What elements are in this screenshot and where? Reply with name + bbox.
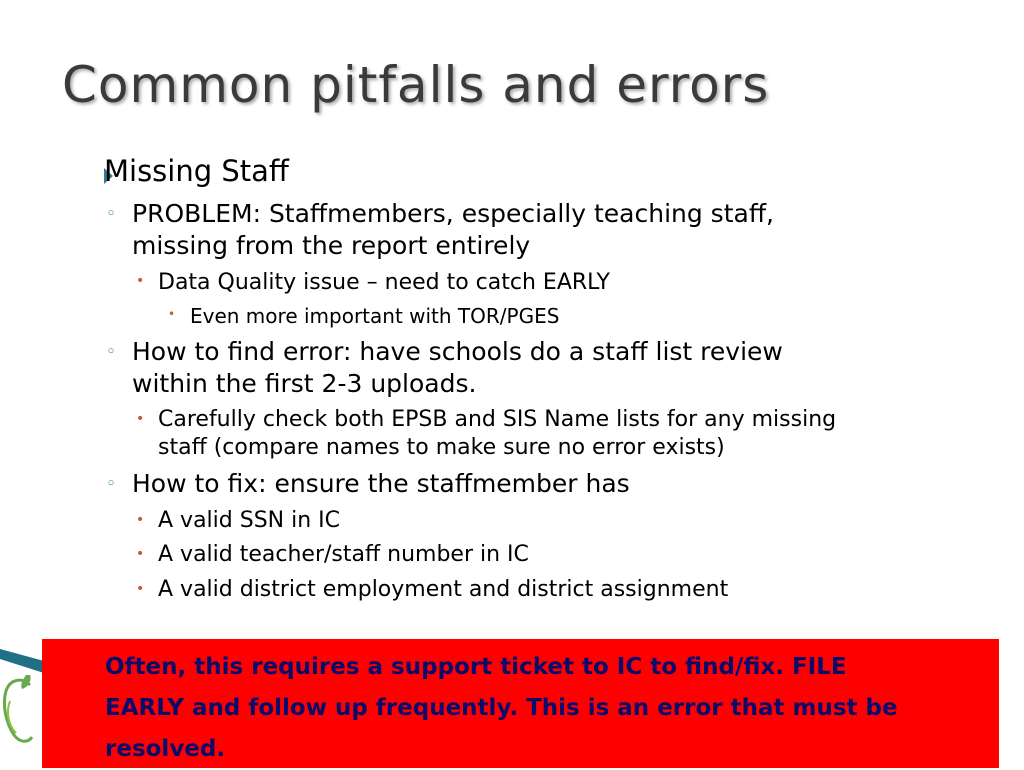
bullet-valid-employment: A valid district employment and district assignment (158, 577, 729, 602)
bullet-tor-pges: Even more important with TOR/PGES (190, 304, 560, 328)
bullet-missing-staff: Missing Staff (104, 154, 289, 188)
bullet-data-quality: Data Quality issue – need to catch EARLY (158, 270, 610, 295)
callout-line-2: EARLY and follow up frequently. This is an error that must be (105, 695, 898, 721)
ring-bullet-icon: ◦ (106, 474, 117, 494)
dot-bullet-icon: • (136, 581, 145, 597)
bullet-find-error-line2: within the first 2-3 uploads. (132, 369, 477, 398)
callout-line-3: resolved. (105, 736, 226, 762)
bullet-carefully-line2: staff (compare names to make sure no error exists) (158, 435, 725, 460)
bullet-problem-line1: PROBLEM: Staffmembers, especially teaching staff, (132, 199, 775, 228)
dot-bullet-icon: • (136, 411, 145, 427)
slide-title: Common pitfalls and errors (62, 56, 770, 114)
dot-bullet-icon: • (168, 307, 176, 321)
dot-bullet-icon: • (136, 546, 145, 562)
ring-bullet-icon: ◦ (106, 342, 117, 362)
dot-bullet-icon: • (136, 273, 145, 289)
bullet-find-error-line1: How to find error: have schools do a staff list review (132, 337, 783, 366)
bullet-valid-teacher-number: A valid teacher/staff number in IC (158, 542, 529, 567)
bullet-problem-line2: missing from the report entirely (132, 231, 531, 260)
dot-bullet-icon: • (136, 512, 145, 528)
ring-bullet-icon: ◦ (106, 204, 117, 224)
callout-text (105, 647, 985, 770)
bullet-valid-ssn: A valid SSN in IC (158, 508, 341, 533)
apple-logo-icon (0, 645, 44, 768)
bullet-carefully-line1: Carefully check both EPSB and SIS Name lists for any missing (158, 407, 837, 432)
callout-line-1: Often, this requires a support ticket to IC to find/fix. FILE (105, 654, 847, 680)
bullet-how-to-fix: How to fix: ensure the staffmember has (132, 469, 630, 498)
